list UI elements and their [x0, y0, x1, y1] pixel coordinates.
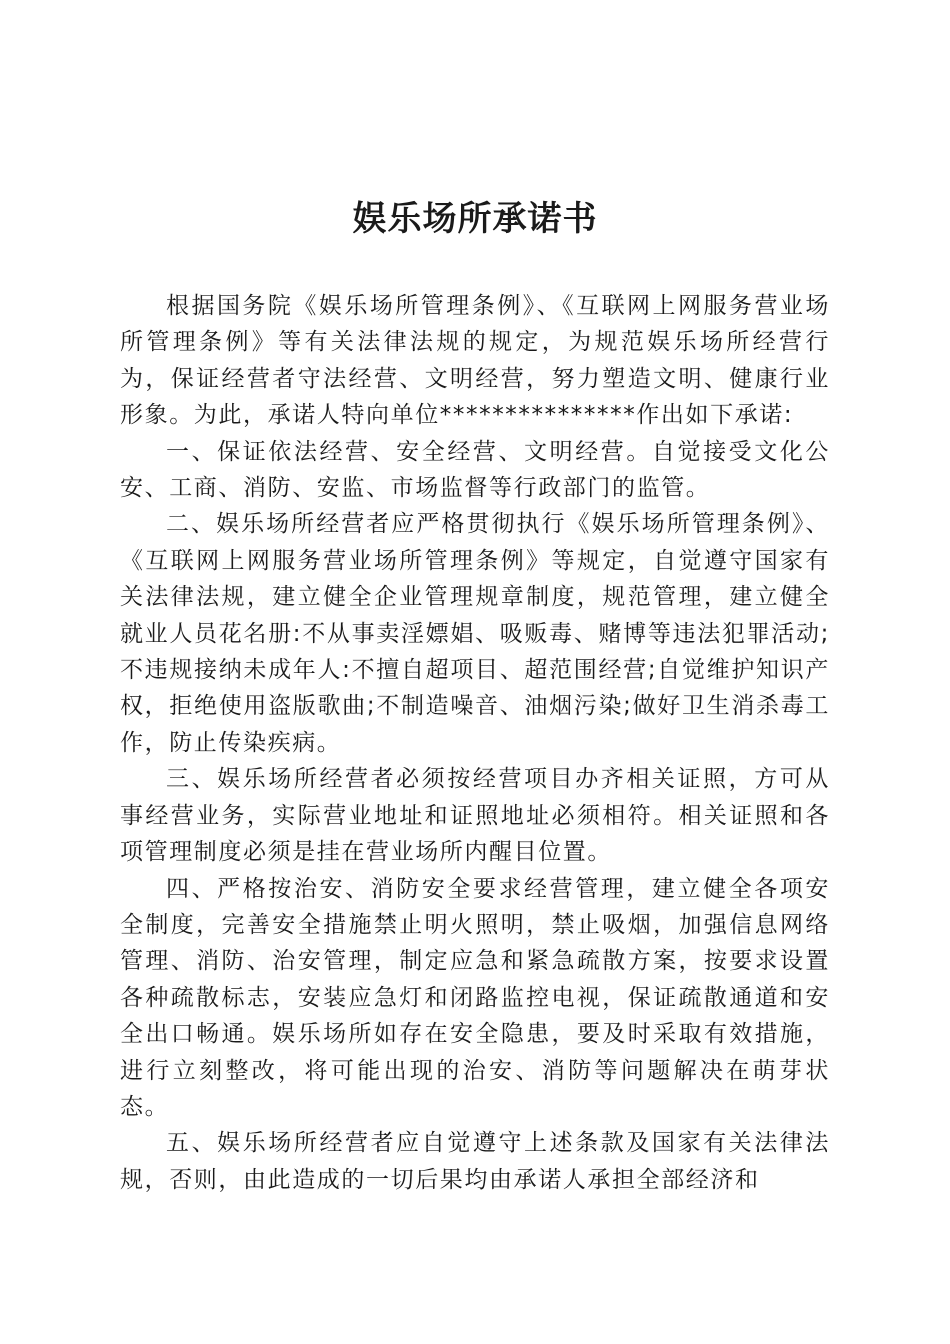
paragraph-item-2: 二、娱乐场所经营者应严格贯彻执行《娱乐场所管理条例》、《互联网上网服务营业场所管理条例》等规定，自觉遵守国家有关法律法规，建立健全企业管理规章制度，规范管理，建立健全就业人员花名册:不从事卖淫嫖娼、吸贩毒、赌博等违法犯罪活动;不违规接纳未成年人:不擅自超项目、超范围经营;自觉维护知识产权，拒绝使用盗版歌曲;不制造噪音、油烟污染;做好卫生消杀毒工作，防止传染疾病。 — [120, 511, 830, 756]
paragraph-item-1: 一、保证依法经营、安全经营、文明经营。自觉接受文化公安、工商、消防、安监、市场监督等行政部门的监管。 — [120, 438, 830, 502]
paragraph-item-5: 五、娱乐场所经营者应自觉遵守上述条款及国家有关法律法规，否则，由此造成的一切后果均由承诺人承担全部经济和 — [120, 1130, 830, 1193]
document-body — [120, 288, 830, 1198]
paragraph-item-4: 四、严格按治安、消防安全要求经营管理，建立健全各项安全制度，完善安全措施禁止明火照明，禁止吸烟，加强信息网络管理、消防、治安管理，制定应急和紧急疏散方案，按要求设置各种疏散标志，安装应急灯和闭路监控电视，保证疏散通道和安全出口畅通。娱乐场所如存在安全隐患，要及时采取有效措施，进行立刻整改，将可能出现的治安、消防等问题解决在萌芽状态。 — [120, 875, 830, 1120]
document-title: 娱乐场所承诺书 — [352, 199, 598, 239]
paragraph-preamble: 根据国务院《娱乐场所管理条例》、《互联网上网服务营业场所管理条例》等有关法律法规的规定，为规范娱乐场所经营行为，保证经营者守法经营、文明经营，努力塑造文明、健康行业形象。为此，承诺人特向单位***************作出如下承诺: — [120, 293, 830, 429]
paragraph-item-3: 三、娱乐场所经营者必须按经营项目办齐相关证照，方可从事经营业务，实际营业地址和证照地址必须相符。相关证照和各项管理制度必须是挂在营业场所内醒目位置。 — [120, 766, 830, 866]
